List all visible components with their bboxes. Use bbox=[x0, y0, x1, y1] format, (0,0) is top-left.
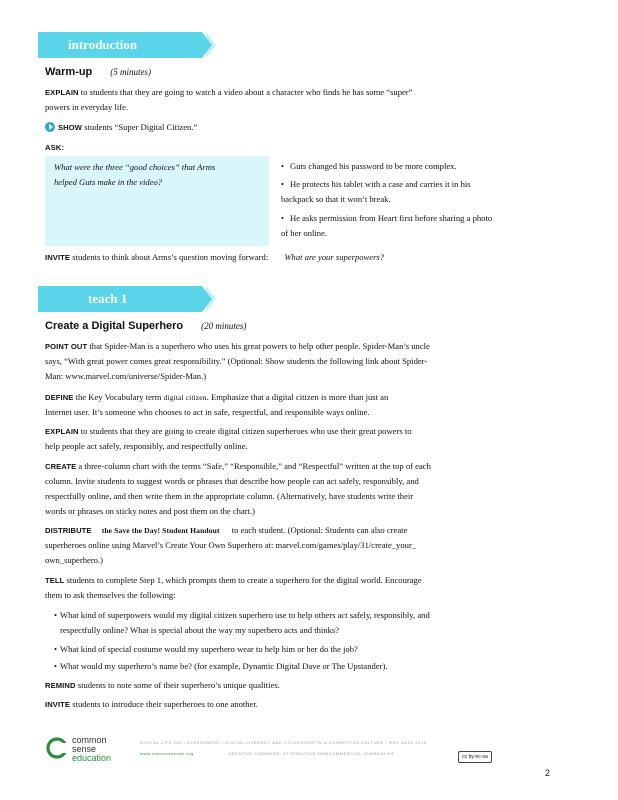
point-out-keyword: POINT OUT bbox=[45, 342, 88, 351]
logo-mark-icon bbox=[46, 737, 68, 759]
question-item: • What kind of superpowers would my digital citizen superhero use to help others act safely, responsibly, and respectfully online? What is special about the way my superhero acts and thinks? bbox=[54, 610, 430, 635]
answer-item: • Guts changed his password to be more complex. bbox=[281, 161, 457, 171]
ask-question-box bbox=[45, 156, 269, 246]
tell-line: students to complete Step 1, which prompts them to create a superhero for the digital world. Encourage bbox=[66, 575, 422, 585]
page-number: 2 bbox=[545, 768, 551, 778]
section-banner-teach bbox=[38, 286, 202, 312]
banner-arrow-shadow bbox=[206, 32, 216, 58]
explain-text-line1: to students that they are going to watch a video about a character who finds he has some “super” bbox=[80, 87, 413, 97]
invite-text: students to introduce their superheroes to one another. bbox=[72, 699, 258, 709]
section-banner-introduction bbox=[38, 32, 202, 58]
question-text: What kind of superpowers would my digital citizen superhero use to help others act safely, responsibly, and bbox=[60, 610, 430, 620]
distribute-keyword: DISTRIBUTE bbox=[45, 526, 92, 535]
point-out-line: that Spider-Man is a superhero who uses his great powers to help other people. Spider-Man’s uncle bbox=[89, 341, 430, 351]
question-item: • What would my superhero’s name be? (for example, Dynamic Digital Dave or The Upstander). bbox=[54, 661, 388, 671]
distribute-text: to each student. (Optional: Students can also create bbox=[231, 525, 408, 535]
footer-course-line: DIGITAL LIFE 101 / ASSESSMENT / DIGITAL LITERACY AND CITIZENSHIP IN A CONNECTED CULTURE / REV DATE 2015 bbox=[140, 740, 427, 745]
footer-license-line: CREATIVE COMMONS: ATTRIBUTION-NONCOMMERCIAL-SHAREALIKE bbox=[228, 751, 395, 756]
banner-label: teach 1 bbox=[88, 291, 128, 306]
teach-title: Create a Digital Superhero bbox=[45, 320, 184, 332]
question-item: • What kind of special costume would my superhero wear to help him or her do the job? bbox=[54, 644, 358, 654]
invite-teach-paragraph bbox=[45, 697, 543, 712]
define-text: Internet user. It’s someone who chooses to act in safe, respectful, and responsible ways online. bbox=[45, 407, 370, 417]
warmup-heading bbox=[45, 66, 151, 78]
ask-question-line1: What were the three “good choices” that Arms bbox=[54, 162, 216, 172]
play-video-icon[interactable] bbox=[45, 122, 55, 132]
handout-title: the Save the Day! Student Handout bbox=[101, 526, 220, 535]
invite-keyword: INVITE bbox=[45, 253, 71, 262]
invite-keyword: INVITE bbox=[45, 700, 71, 709]
answer-text: backpack so that it won’t break. bbox=[281, 194, 391, 204]
answer-text: He asks permission from Heart first before sharing a photo bbox=[290, 213, 493, 223]
show-paragraph bbox=[45, 120, 543, 135]
answer-text: He protects his tablet with a case and carries it in his bbox=[290, 179, 471, 189]
question-text: What kind of special costume would my superhero wear to help him or her do the job? bbox=[60, 644, 358, 654]
answer-text: of her online. bbox=[281, 228, 328, 238]
explain-keyword: EXPLAIN bbox=[45, 88, 79, 97]
distribute-text: superheroes online using Marvel’s Create Your Own Superhero at: marvel.com/games/play/31/create_your_ bbox=[45, 540, 417, 550]
explain-keyword: EXPLAIN bbox=[45, 427, 79, 436]
point-out-line: says, “With great power comes great responsibility.” (Optional: Show students the following link about Spider- bbox=[45, 356, 428, 366]
invite-paragraph bbox=[45, 250, 543, 265]
invite-text: students to think about Arms’s question moving forward: bbox=[72, 252, 269, 262]
define-paragraph bbox=[45, 390, 543, 420]
answer-item: • He protects his tablet with a case and carries it in his backpack so that it won’t break. bbox=[281, 179, 471, 204]
create-line: a three-column chart with the terms “Safe,” “Responsible,” and “Respectful” written at the top of each bbox=[78, 461, 431, 471]
footer-url-link[interactable]: www.commonsense.org bbox=[140, 751, 194, 756]
create-paragraph bbox=[45, 459, 543, 519]
logo-line: sense bbox=[72, 744, 97, 754]
banner-arrow-shadow bbox=[206, 286, 216, 312]
explain-text-line2: powers in everyday life. bbox=[45, 102, 129, 112]
logo-line: common bbox=[72, 735, 107, 745]
logo-wordmark bbox=[72, 736, 111, 763]
create-line: words or phrases on sticky notes and post them on the chart.) bbox=[45, 506, 256, 516]
invite-question: What are your superpowers? bbox=[284, 252, 385, 262]
banner-label: introduction bbox=[68, 37, 138, 52]
warmup-title: Warm-up bbox=[45, 66, 93, 78]
define-keyword: DEFINE bbox=[45, 393, 74, 402]
teach-heading bbox=[45, 320, 246, 332]
teach-time: (20 minutes) bbox=[201, 321, 247, 331]
explain-line: to students that they are going to create digital citizen superheroes who use their great powers to bbox=[80, 426, 412, 436]
cc-license-badge: cc by-nc-sa bbox=[458, 751, 492, 763]
define-text: the Key Vocabulary term bbox=[75, 392, 162, 402]
tell-line: them to ask themselves the following: bbox=[45, 590, 176, 600]
logo-line: education bbox=[72, 753, 112, 763]
remind-text: students to note some of their superhero’s unique qualities. bbox=[77, 680, 280, 690]
ask-question-line2: helped Guts make in the video? bbox=[54, 177, 163, 187]
explain-line: help people act safely, responsibly, and respectfully online. bbox=[45, 441, 248, 451]
distribute-text: own_superhero.) bbox=[45, 555, 103, 565]
remind-paragraph bbox=[45, 678, 543, 693]
create-line: respectfully online, and then write them in the appropriate column. (Alternatively, have students write their bbox=[45, 491, 414, 501]
ask-keyword: ASK: bbox=[45, 143, 64, 152]
warmup-time: (5 minutes) bbox=[110, 67, 152, 77]
remind-keyword: REMIND bbox=[45, 681, 76, 690]
answer-text: Guts changed his password to be more complex. bbox=[290, 161, 457, 171]
tell-keyword: TELL bbox=[45, 576, 65, 585]
explain-paragraph bbox=[45, 85, 543, 115]
show-keyword: SHOW bbox=[58, 123, 83, 132]
question-text: What would my superhero’s name be? (for example, Dynamic Digital Dave or The Upstander). bbox=[60, 661, 388, 671]
point-out-line: Man: www.marvel.com/universe/Spider-Man.) bbox=[45, 371, 207, 381]
define-text: . Emphasize that a digital citizen is more than just an bbox=[206, 392, 389, 402]
create-line: column. Invite students to suggest words or phrases that describe how people can act safely, responsibly, and bbox=[45, 476, 419, 486]
point-out-paragraph bbox=[45, 339, 543, 384]
create-keyword: CREATE bbox=[45, 462, 77, 471]
explain-teach-paragraph bbox=[45, 424, 543, 454]
answer-item: • He asks permission from Heart first before sharing a photo of her online. bbox=[281, 213, 493, 238]
show-text: students “Super Digital Citizen.” bbox=[84, 122, 198, 132]
question-text: respectfully online? What is special about the way my superhero acts and thinks? bbox=[60, 625, 340, 635]
tell-paragraph bbox=[45, 573, 543, 603]
vocabulary-term: digital citizen bbox=[163, 393, 207, 402]
ask-question bbox=[54, 160, 259, 190]
distribute-paragraph bbox=[45, 523, 543, 568]
